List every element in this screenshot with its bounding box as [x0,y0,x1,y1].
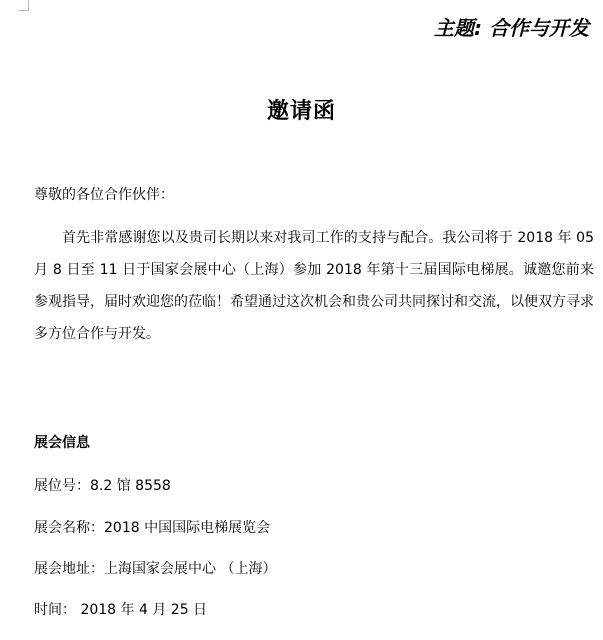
body-paragraph: 首先非常感谢您以及贵司长期以来对我司工作的支持与配合。我公司将于 2018 年 05 月 8 日至 11 日于国家会展中心（上海）参加 2018 年第十三届国际电梯展。诚邀您前来参观指导，届时欢迎您的莅临！希望通过这次机会和贵公司共同探讨和交流，以便双方寻求多方位合作与开发。 [34,230,594,342]
page-margin-marker [18,0,29,11]
document-title: 邀请函 [266,99,336,124]
exhibition-address: 展会地址：上海国家会展中心 （上海） [34,561,277,577]
exhibition-section-title: 展会信息 [34,435,90,451]
exhibition-time: 时间： 2018 年 4 月 25 日 [34,602,208,618]
greeting: 尊敬的各位合作伙伴： [34,187,174,203]
document-theme: 主题: 合作与开发 [434,16,589,40]
exhibition-booth: 展位号：8.2 馆 8558 [34,478,171,494]
exhibition-name: 展会名称：2018 中国国际电梯展览会 [34,520,271,536]
